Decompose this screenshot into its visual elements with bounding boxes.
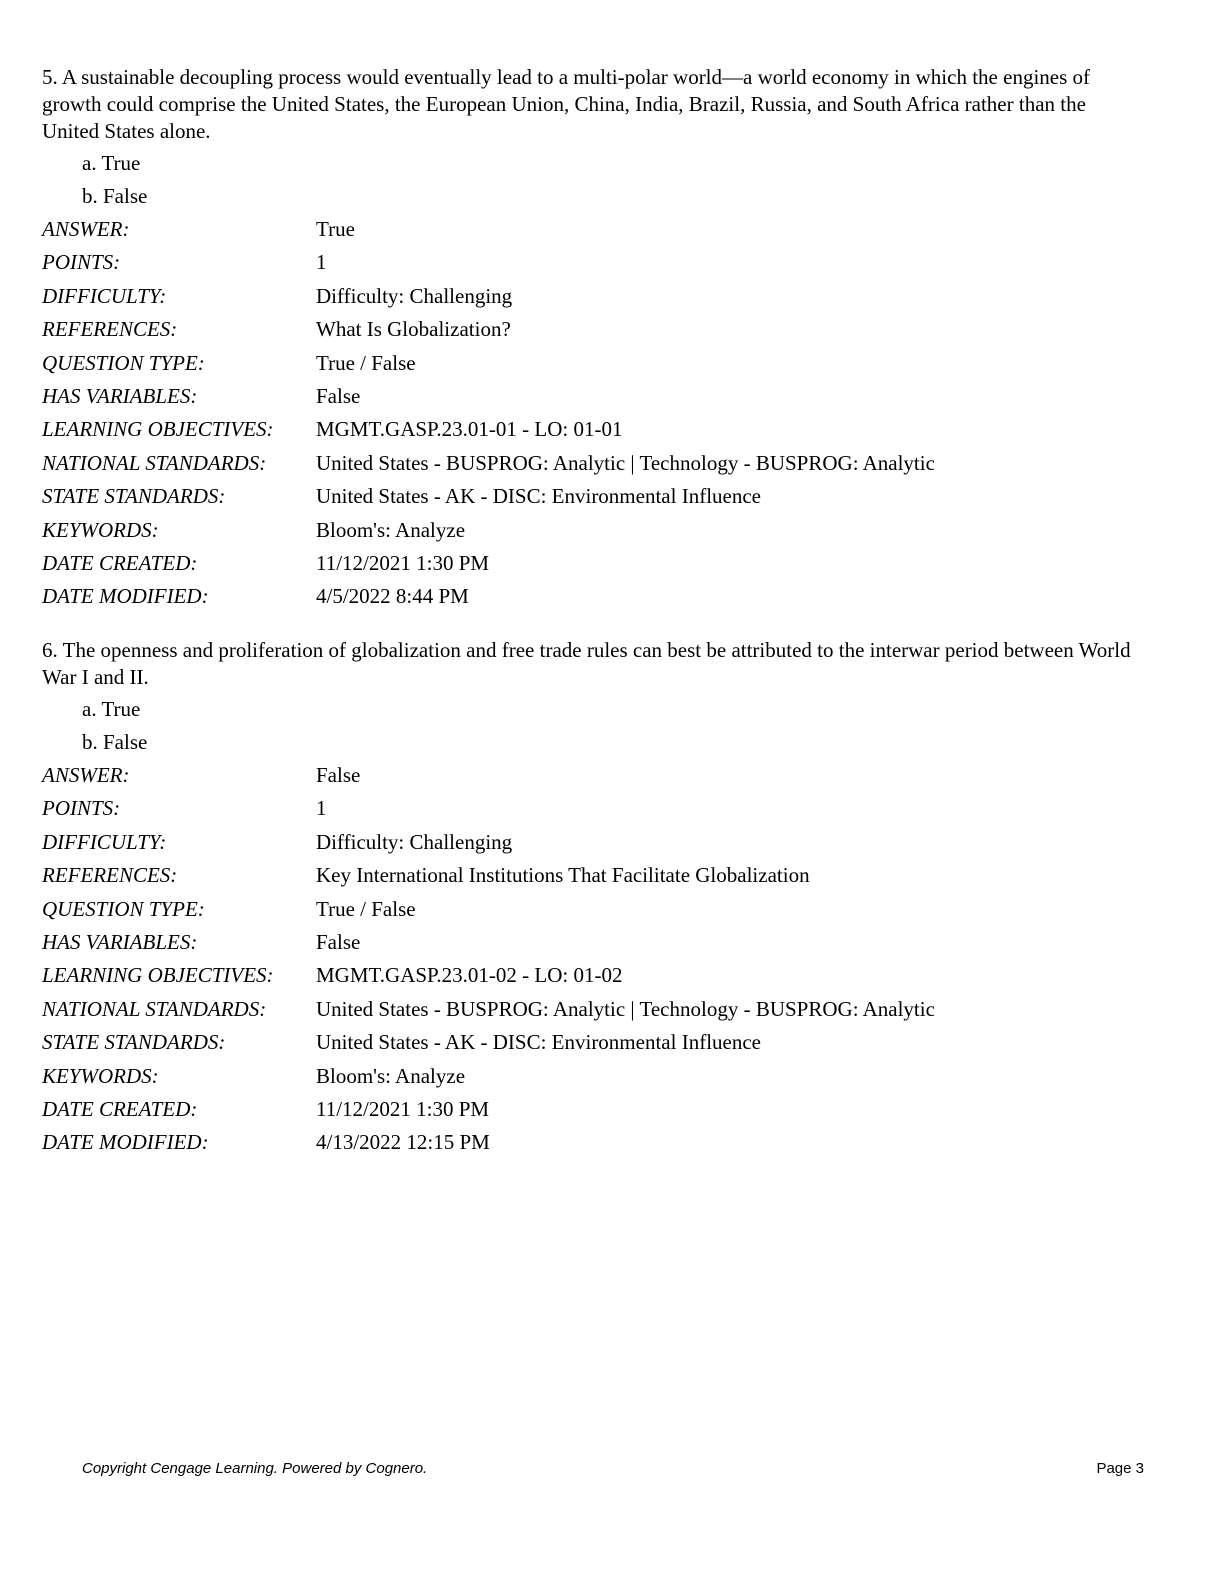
meta-row-points [42,792,1142,825]
meta-row-difficulty [42,280,1142,313]
meta-row-references [42,859,1142,892]
meta-value: United States - BUSPROG: Analytic | Technology - BUSPROG: Analytic [316,450,935,475]
meta-row-date-created [42,1093,1142,1126]
meta-row-date-created [42,547,1142,580]
meta-label: DATE CREATED: [42,1096,198,1121]
meta-label: DIFFICULTY: [42,829,167,854]
answer-options [42,147,1142,213]
meta-label: ANSWER: [42,217,130,241]
meta-value: United States - AK - DISC: Environmental Influence [316,1030,761,1055]
meta-label: KEYWORDS: [42,1063,159,1088]
meta-row-has-variables [42,926,1142,959]
meta-label: QUESTION TYPE: [42,896,205,921]
question-metadata [42,759,1142,1160]
meta-row-has-variables [42,380,1142,413]
meta-row-date-modified [42,1126,1142,1159]
meta-value: 4/13/2022 12:15 PM [316,1130,490,1155]
meta-label: DIFFICULTY: [42,283,167,308]
meta-value: MGMT.GASP.23.01-02 - LO: 01-02 [316,963,623,988]
meta-value: MGMT.GASP.23.01-01 - LO: 01-01 [316,417,623,442]
meta-row-keywords [42,514,1142,547]
meta-label: KEYWORDS: [42,517,159,542]
page-number: Page 3 [1096,1460,1144,1477]
meta-row-references [42,313,1142,346]
meta-row-state-standards [42,1026,1142,1059]
meta-row-national-standards [42,993,1142,1026]
meta-value: False [316,383,361,408]
meta-label: HAS VARIABLES: [42,929,198,954]
meta-label: DATE MODIFIED: [42,584,209,609]
meta-value: False [316,929,361,954]
meta-value: False [316,763,361,787]
meta-label: STATE STANDARDS: [42,484,226,509]
meta-label: NATIONAL STANDARDS: [42,450,267,475]
meta-value: 1 [316,796,327,821]
meta-value: 4/5/2022 8:44 PM [316,584,469,609]
question-stem: 6. The openness and proliferation of globalization and free trade rules can best be attributed to the interwar period between World War I and II. [42,638,1131,689]
meta-label: LEARNING OBJECTIVES: [42,417,274,442]
meta-value: United States - AK - DISC: Environmental Influence [316,484,761,509]
meta-row-keywords [42,1060,1142,1093]
option-b: b. False [82,184,148,208]
option-a: a. True [82,151,141,175]
meta-label: ANSWER: [42,763,130,787]
option-b: b. False [82,730,148,754]
meta-label: DATE CREATED: [42,550,198,575]
meta-value: Bloom's: Analyze [316,517,466,542]
meta-value: United States - BUSPROG: Analytic | Technology - BUSPROG: Analytic [316,996,935,1021]
meta-row-state-standards [42,480,1142,513]
copyright-text: Copyright Cengage Learning. Powered by Cognero. [82,1460,428,1477]
meta-value: True / False [316,350,416,375]
option-a: a. True [82,697,141,721]
meta-row-national-standards [42,447,1142,480]
meta-value: Difficulty: Challenging [316,829,513,854]
question-metadata [42,213,1142,614]
question-6 [42,637,1142,1160]
meta-value: 1 [316,250,327,275]
answer-options [42,693,1142,759]
meta-row-learning-objectives [42,959,1142,992]
meta-row-date-modified [42,580,1142,613]
meta-value: 11/12/2021 1:30 PM [316,550,490,575]
meta-label: REFERENCES: [42,317,178,342]
meta-label: QUESTION TYPE: [42,350,205,375]
meta-label: LEARNING OBJECTIVES: [42,963,274,988]
meta-row-question-type [42,347,1142,380]
meta-row-points [42,246,1142,279]
meta-value: What Is Globalization? [316,317,511,342]
meta-label: POINTS: [42,796,121,821]
meta-label: DATE MODIFIED: [42,1130,209,1155]
meta-value: True / False [316,896,416,921]
meta-value: 11/12/2021 1:30 PM [316,1096,490,1121]
meta-label: REFERENCES: [42,863,178,888]
meta-label: STATE STANDARDS: [42,1030,226,1055]
meta-row-answer [42,213,1142,246]
meta-row-answer [42,759,1142,792]
meta-label: POINTS: [42,250,121,275]
meta-row-difficulty [42,826,1142,859]
question-stem: 5. A sustainable decoupling process would eventually lead to a multi-polar world—a world economy in which the engines of growth could comprise the United States, the European Union, China, India, Brazil, Russia, and South Africa rather than the United States alone. [42,65,1091,143]
meta-value: Key International Institutions That Facilitate Globalization [316,863,810,888]
meta-label: HAS VARIABLES: [42,383,198,408]
meta-value: Difficulty: Challenging [316,283,513,308]
meta-row-question-type [42,893,1142,926]
meta-label: NATIONAL STANDARDS: [42,996,267,1021]
meta-value: True [316,217,355,241]
meta-value: Bloom's: Analyze [316,1063,466,1088]
question-5 [42,64,1142,614]
meta-row-learning-objectives [42,413,1142,446]
